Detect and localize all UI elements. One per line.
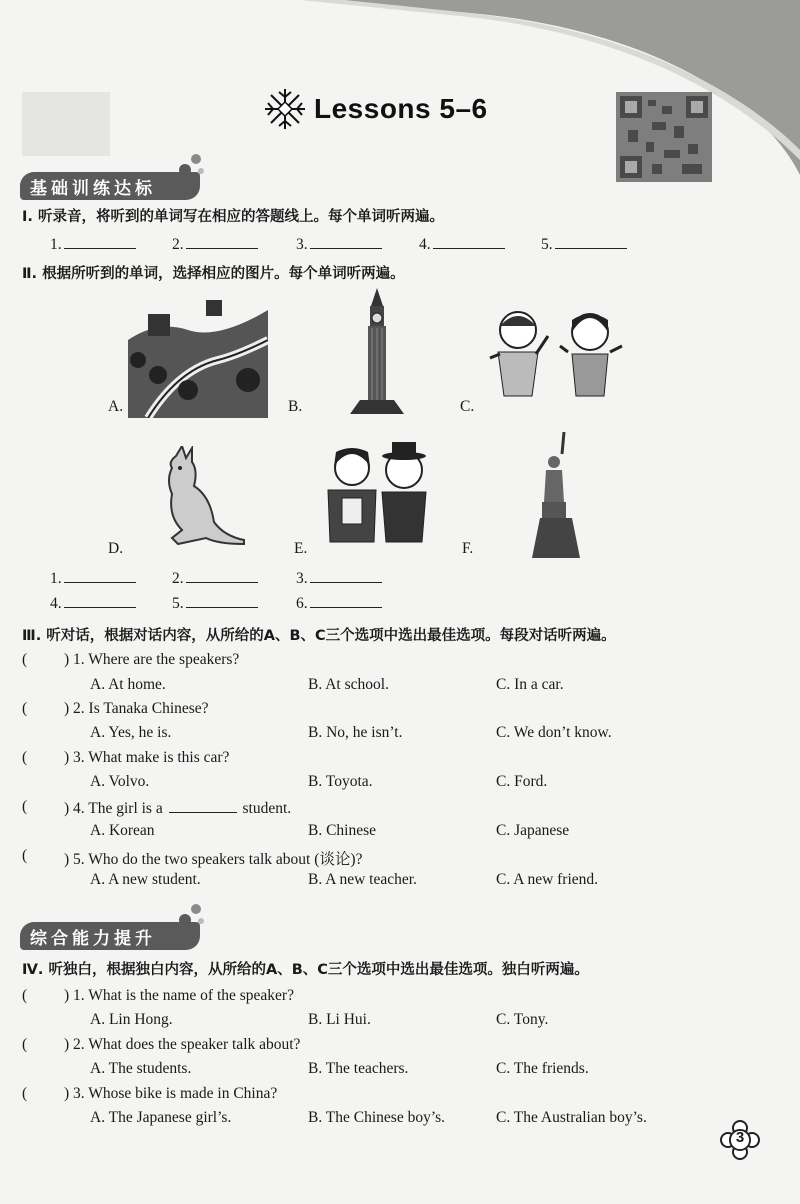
option-a: A. A new student. — [90, 871, 201, 888]
answer-paren[interactable]: ( — [22, 847, 28, 864]
great-wall-picture — [128, 300, 268, 418]
option-b: B. Chinese — [308, 822, 377, 839]
option-c: C. The Australian boy’s. — [496, 1109, 647, 1126]
part2-blank-1 — [50, 568, 136, 588]
page-title: Lessons 5–6 — [314, 93, 488, 124]
lesson-title — [262, 86, 488, 132]
section-banner-label: 基础训练达标 — [30, 178, 156, 199]
blank-number: 2. — [172, 236, 184, 253]
section-banner-advanced — [20, 922, 200, 950]
blank-number: 5. — [541, 236, 553, 253]
section-banner-basic — [20, 172, 200, 200]
blank-number: 4. — [419, 236, 431, 253]
part1-heading: Ⅰ. 听录音，将听到的单词写在相应的答题线上。每个单词听两遍。 — [22, 209, 444, 225]
answer-line[interactable] — [64, 593, 136, 608]
page-number-badge — [720, 1120, 760, 1160]
answer-line[interactable] — [310, 593, 382, 608]
question-text: ) 1. Where are the speakers? — [64, 651, 240, 668]
option-b: B. Toyota. — [308, 773, 373, 790]
option-a: A. The students. — [90, 1060, 192, 1077]
option-c: C. The friends. — [496, 1060, 589, 1077]
answer-line[interactable] — [433, 234, 505, 249]
answer-paren[interactable]: ( — [22, 651, 28, 668]
picture-label-c: C. — [460, 398, 475, 415]
option-a: A. Korean — [90, 822, 155, 839]
option-b: B. The Chinese boy’s. — [308, 1109, 446, 1126]
part1-blank-2 — [172, 234, 258, 254]
picture-label-d: D. — [108, 540, 124, 557]
blank-number: 5. — [172, 595, 184, 612]
question-text: ) 2. Is Tanaka Chinese? — [64, 700, 209, 717]
qr-code — [616, 92, 712, 182]
part2-blank-4 — [50, 593, 136, 613]
snowflake-icon — [262, 86, 308, 132]
answer-paren[interactable]: ( — [22, 1085, 28, 1102]
option-a: A. At home. — [90, 676, 166, 693]
japanese-kids-picture — [486, 306, 626, 406]
question-text: ) 2. What does the speaker talk about? — [64, 1036, 301, 1053]
question-text: ) 3. What make is this car? — [64, 749, 230, 766]
answer-line[interactable] — [186, 234, 258, 249]
part4-heading: Ⅳ. 听独白，根据独白内容，从所给的A、B、C三个选项中选出最佳选项。独白听两遍。 — [22, 962, 589, 978]
blank-number: 3. — [296, 570, 308, 587]
part1-blank-4 — [419, 234, 505, 254]
answer-paren[interactable]: ( — [22, 798, 28, 815]
answer-line[interactable] — [310, 234, 382, 249]
section-banner-label: 综合能力提升 — [30, 928, 156, 949]
question-text: ) 1. What is the name of the speaker? — [64, 987, 294, 1004]
big-ben-picture — [344, 288, 410, 414]
blank-number: 1. — [50, 570, 62, 587]
option-c: C. Japanese — [496, 822, 570, 839]
part2-heading: Ⅱ. 根据所听到的单词，选择相应的图片。每个单词听两遍。 — [22, 266, 405, 282]
part3-heading: Ⅲ. 听对话，根据对话内容，从所给的A、B、C三个选项中选出最佳选项。每段对话听两遍。 — [22, 628, 616, 644]
answer-paren[interactable]: ( — [22, 749, 28, 766]
answer-line[interactable] — [64, 234, 136, 249]
question-text-start: ) 4. The girl is a — [64, 800, 163, 817]
question-text: ) 3. Whose bike is made in China? — [64, 1085, 278, 1102]
part1-blank-5 — [541, 234, 627, 254]
bleed-through-text — [530, 210, 534, 226]
part2-blank-5 — [172, 593, 258, 613]
picture-label-e: E. — [294, 540, 308, 557]
picture-label-f: F. — [462, 540, 474, 557]
part2-blank-6 — [296, 593, 382, 613]
answer-paren[interactable]: ( — [22, 987, 28, 1004]
option-a: A. Yes, he is. — [90, 724, 172, 741]
answer-line[interactable] — [64, 568, 136, 583]
option-c: C. Tony. — [496, 1011, 549, 1028]
part2-blank-2 — [172, 568, 258, 588]
option-b: B. At school. — [308, 676, 389, 693]
banner-dots-decoration — [176, 900, 206, 928]
option-c: C. We don’t know. — [496, 724, 612, 741]
banner-dots-decoration — [176, 150, 206, 178]
picture-label-a: A. — [108, 398, 124, 415]
answer-paren[interactable]: ( — [22, 700, 28, 717]
option-c: C. In a car. — [496, 676, 564, 693]
option-b: B. Li Hui. — [308, 1011, 371, 1028]
option-c: C. Ford. — [496, 773, 548, 790]
blank-number: 1. — [50, 236, 62, 253]
part2-blank-3 — [296, 568, 382, 588]
blank-number: 4. — [50, 595, 62, 612]
option-a: A. Volvo. — [90, 773, 150, 790]
answer-line[interactable] — [186, 568, 258, 583]
option-b: B. The teachers. — [308, 1060, 409, 1077]
option-c: C. A new friend. — [496, 871, 599, 888]
answer-line[interactable] — [186, 593, 258, 608]
question-text-end: student. — [242, 800, 292, 817]
bleed-through-image — [22, 92, 110, 156]
question-text — [64, 798, 291, 818]
korean-kids-picture — [322, 440, 434, 546]
part1-blank-3 — [296, 234, 382, 254]
part1-blank-1 — [50, 234, 136, 254]
option-a: A. Lin Hong. — [90, 1011, 173, 1028]
page-number: 3 — [735, 1129, 745, 1146]
option-a: A. The Japanese girl’s. — [90, 1109, 232, 1126]
kangaroo-picture — [158, 446, 248, 550]
blank-number: 6. — [296, 595, 308, 612]
answer-line[interactable] — [310, 568, 382, 583]
blank-number: 3. — [296, 236, 308, 253]
option-b: B. No, he isn’t. — [308, 724, 403, 741]
picture-label-b: B. — [288, 398, 303, 415]
option-b: B. A new teacher. — [308, 871, 417, 888]
answer-paren[interactable]: ( — [22, 1036, 28, 1053]
fill-in-blank[interactable] — [169, 798, 237, 813]
blank-number: 2. — [172, 570, 184, 587]
answer-line[interactable] — [555, 234, 627, 249]
statue-of-liberty-picture — [528, 430, 584, 558]
question-text: ) 5. Who do the two speakers talk about (谈论)? — [64, 851, 363, 868]
